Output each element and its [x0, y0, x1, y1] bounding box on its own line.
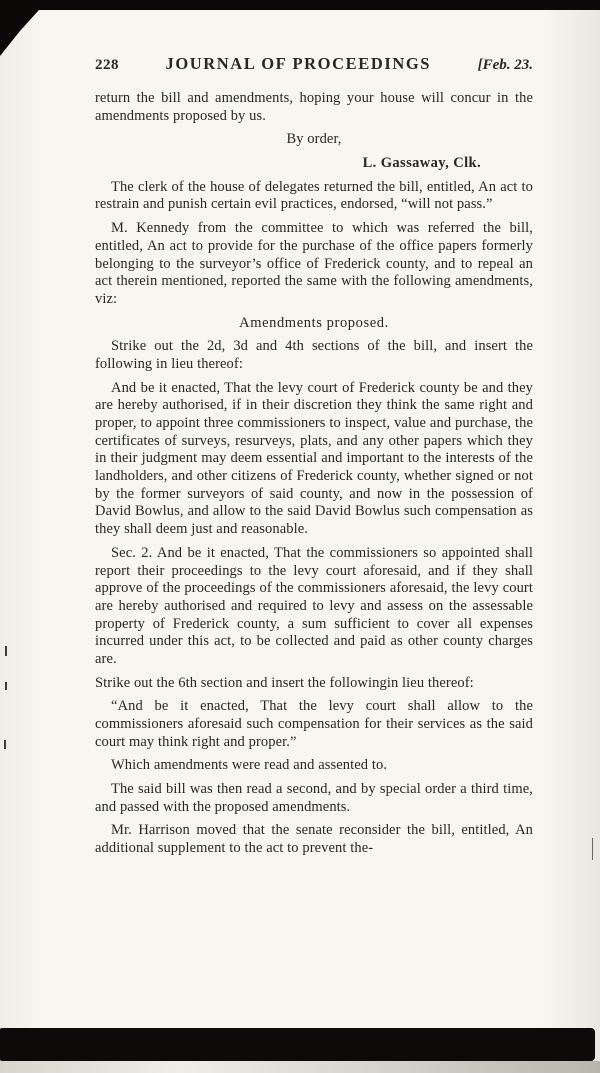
journal-title: JOURNAL OF PROCEEDINGS	[165, 54, 432, 73]
scan-artifact-top-bar	[0, 0, 600, 10]
scan-artifact-margin-mark	[5, 682, 7, 690]
scan-artifact-edge-mark	[592, 838, 593, 860]
page-content	[95, 54, 533, 864]
scan-artifact-margin-mark	[5, 646, 7, 656]
paragraph-enacted-levy-court: And be it enacted, That the levy court of Frederick county be and they are hereby authorised, if in their discretion they think the same right and proper, to appoint three commissioners to inspect, value and purchase, the certificates of surveys, resurveys, plats, and any other papers which they in their judgment may deem essential and important to the interests of the landholders, and other citizens of Frederick county, whether signed or not by the former surveyors of said county, and now in the possession of David Bowlus, and allow to the said David Bowlus such compensation as they shall deem just and reasonable.	[95, 379, 533, 538]
paragraph-kennedy-committee: M. Kennedy from the committee to which was referred the bill, entitled, An act to provide for the purchase of the office papers formerly belonging to the surveyor’s office of Frederick county, and to repeal an act therein mentioned, reported the same with the following amendments, viz:	[95, 220, 533, 307]
by-order-line: By order,	[286, 131, 342, 148]
date-label: [Feb. 23.	[477, 57, 533, 73]
clerk-signature: L. Gassaway, Clk.	[362, 155, 481, 172]
scan-artifact-margin-mark	[4, 740, 6, 749]
scan-artifact-bottom-bar	[0, 1028, 595, 1061]
paragraph-clerk-returned-bill: The clerk of the house of delegates returned the bill, entitled, An act to restrain and punish certain evil practices, endorsed, “will not pass.”	[95, 178, 533, 213]
paragraph-sec2-enacted: Sec. 2. And be it enacted, That the commissioners so appointed shall report their proceedings to the levy court aforesaid, and if they shall approve of the proceedings of the commissioners aforesaid, the levy court are hereby authorised and required to levy and assess on the assessable property of Frederick county, a sum sufficient to cover all expenses incurred under this act, to be collected and paid as other county charges are.	[95, 544, 533, 667]
scan-artifact-bottom-strip	[0, 1061, 600, 1073]
amendments-heading: Amendments proposed.	[239, 314, 389, 331]
paragraph-bill-passed: The said bill was then read a second, and by special order a third time, and passed with the proposed amendments.	[95, 781, 533, 815]
paragraph-amendments-assented: Which amendments were read and assented to.	[111, 757, 388, 774]
page-number: 228	[95, 57, 119, 73]
paragraph-harrison-motion: Mr. Harrison moved that the senate reconsider the bill, entitled, An additional supplement to the act to prevent the-	[95, 822, 533, 857]
paragraph-strike-sixth-section: Strike out the 6th section and insert the followingin lieu thereof:	[95, 674, 474, 691]
paragraph-return-bill: return the bill and amendments, hoping your house will concur in the amendments proposed by us.	[95, 90, 533, 124]
paragraph-quoted-enacted: “And be it enacted, That the levy court shall allow to the commissioners aforesaid such compensation for their services as the said court may think right and proper.”	[95, 698, 533, 750]
running-header	[95, 54, 533, 74]
paragraph-strike-sections: Strike out the 2d, 3d and 4th sections of the bill, and insert the following in lieu thereof:	[95, 338, 533, 372]
